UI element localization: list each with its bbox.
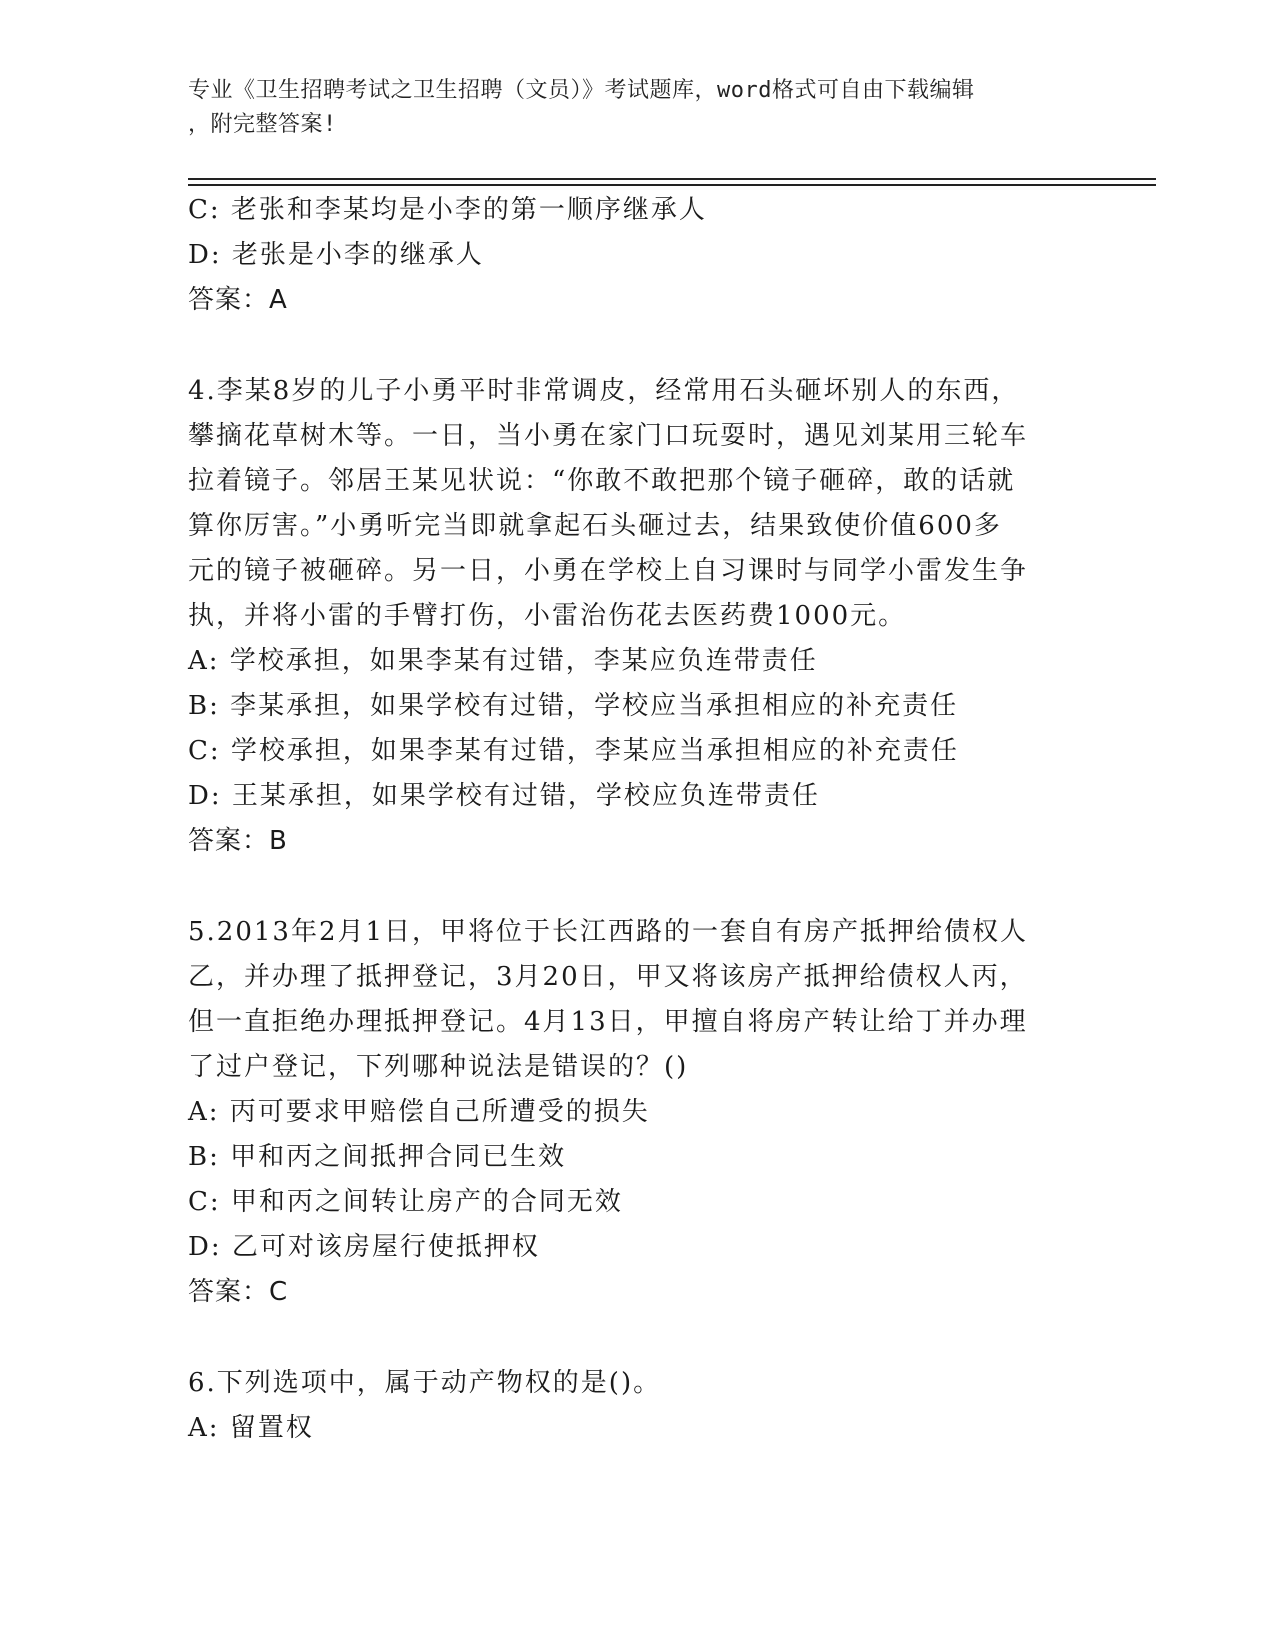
question-stem-line: 乙，并办理了抵押登记，3月20日，甲又将该房产抵押给债权人丙， [188, 962, 1028, 992]
header-line-2: ，附完整答案! [188, 112, 337, 137]
question-stem-line: 5.2013年2月1日，甲将位于长江西路的一套自有房产抵押给债权人 [188, 917, 1029, 947]
question-stem-line: 4.李某8岁的儿子小勇平时非常调皮，经常用石头砸坏别人的东西， [188, 376, 1020, 406]
question-4 [188, 369, 1088, 864]
option-d: D: 王某承担，如果学校有过错，学校应负连带责任 [188, 781, 820, 811]
option-c: C: 老张和李某均是小李的第一顺序继承人 [188, 195, 707, 225]
question-stem-line: 拉着镜子。邻居王某见状说：“你敢不敢把那个镜子砸碎，敢的话就 [188, 466, 1016, 496]
header-rule-top [188, 178, 1156, 180]
header-line-1: 专业《卫生招聘考试之卫生招聘（文员）》考试题库，word格式可自由下载编辑 [188, 78, 975, 103]
option-b: B: 李某承担，如果学校有过错，学校应当承担相应的补充责任 [188, 691, 959, 721]
option-b: B: 甲和丙之间抵押合同已生效 [188, 1142, 567, 1172]
question-5 [188, 910, 1088, 1315]
option-a: A: 留置权 [188, 1413, 314, 1443]
question-3-tail [188, 188, 1088, 323]
option-a: A: 丙可要求甲赔偿自己所遭受的损失 [188, 1097, 650, 1127]
question-stem-line: 了过户登记，下列哪种说法是错误的？() [188, 1052, 689, 1082]
question-stem-line: 执，并将小雷的手臂打伤，小雷治伤花去医药费1000元。 [188, 601, 907, 631]
document-header [188, 74, 1068, 142]
option-c: C: 甲和丙之间转让房产的合同无效 [188, 1187, 623, 1217]
answer-line: 答案：B [188, 826, 288, 856]
option-c: C: 学校承担，如果李某有过错，李某应当承担相应的补充责任 [188, 736, 959, 766]
option-d: D: 乙可对该房屋行使抵押权 [188, 1232, 540, 1262]
question-stem-line: 算你厉害。”小勇听完当即就拿起石头砸过去，结果致使价值600多 [188, 511, 1002, 541]
question-content [188, 188, 1088, 1451]
option-d: D: 老张是小李的继承人 [188, 240, 484, 270]
answer-line: 答案：A [188, 285, 288, 315]
question-stem-line: 6.下列选项中，属于动产物权的是()。 [188, 1368, 662, 1398]
header-rule-bottom [188, 184, 1156, 186]
question-stem-line: 但一直拒绝办理抵押登记。4月13日，甲擅自将房产转让给丁并办理 [188, 1007, 1028, 1037]
question-6 [188, 1361, 1088, 1451]
question-stem-line: 元的镜子被砸碎。另一日，小勇在学校上自习课时与同学小雷发生争 [188, 556, 1029, 586]
answer-line: 答案：C [188, 1277, 289, 1307]
question-stem-line: 攀摘花草树木等。一日，当小勇在家门口玩耍时，遇见刘某用三轮车 [188, 421, 1029, 451]
option-a: A: 学校承担，如果李某有过错，李某应负连带责任 [188, 646, 818, 676]
